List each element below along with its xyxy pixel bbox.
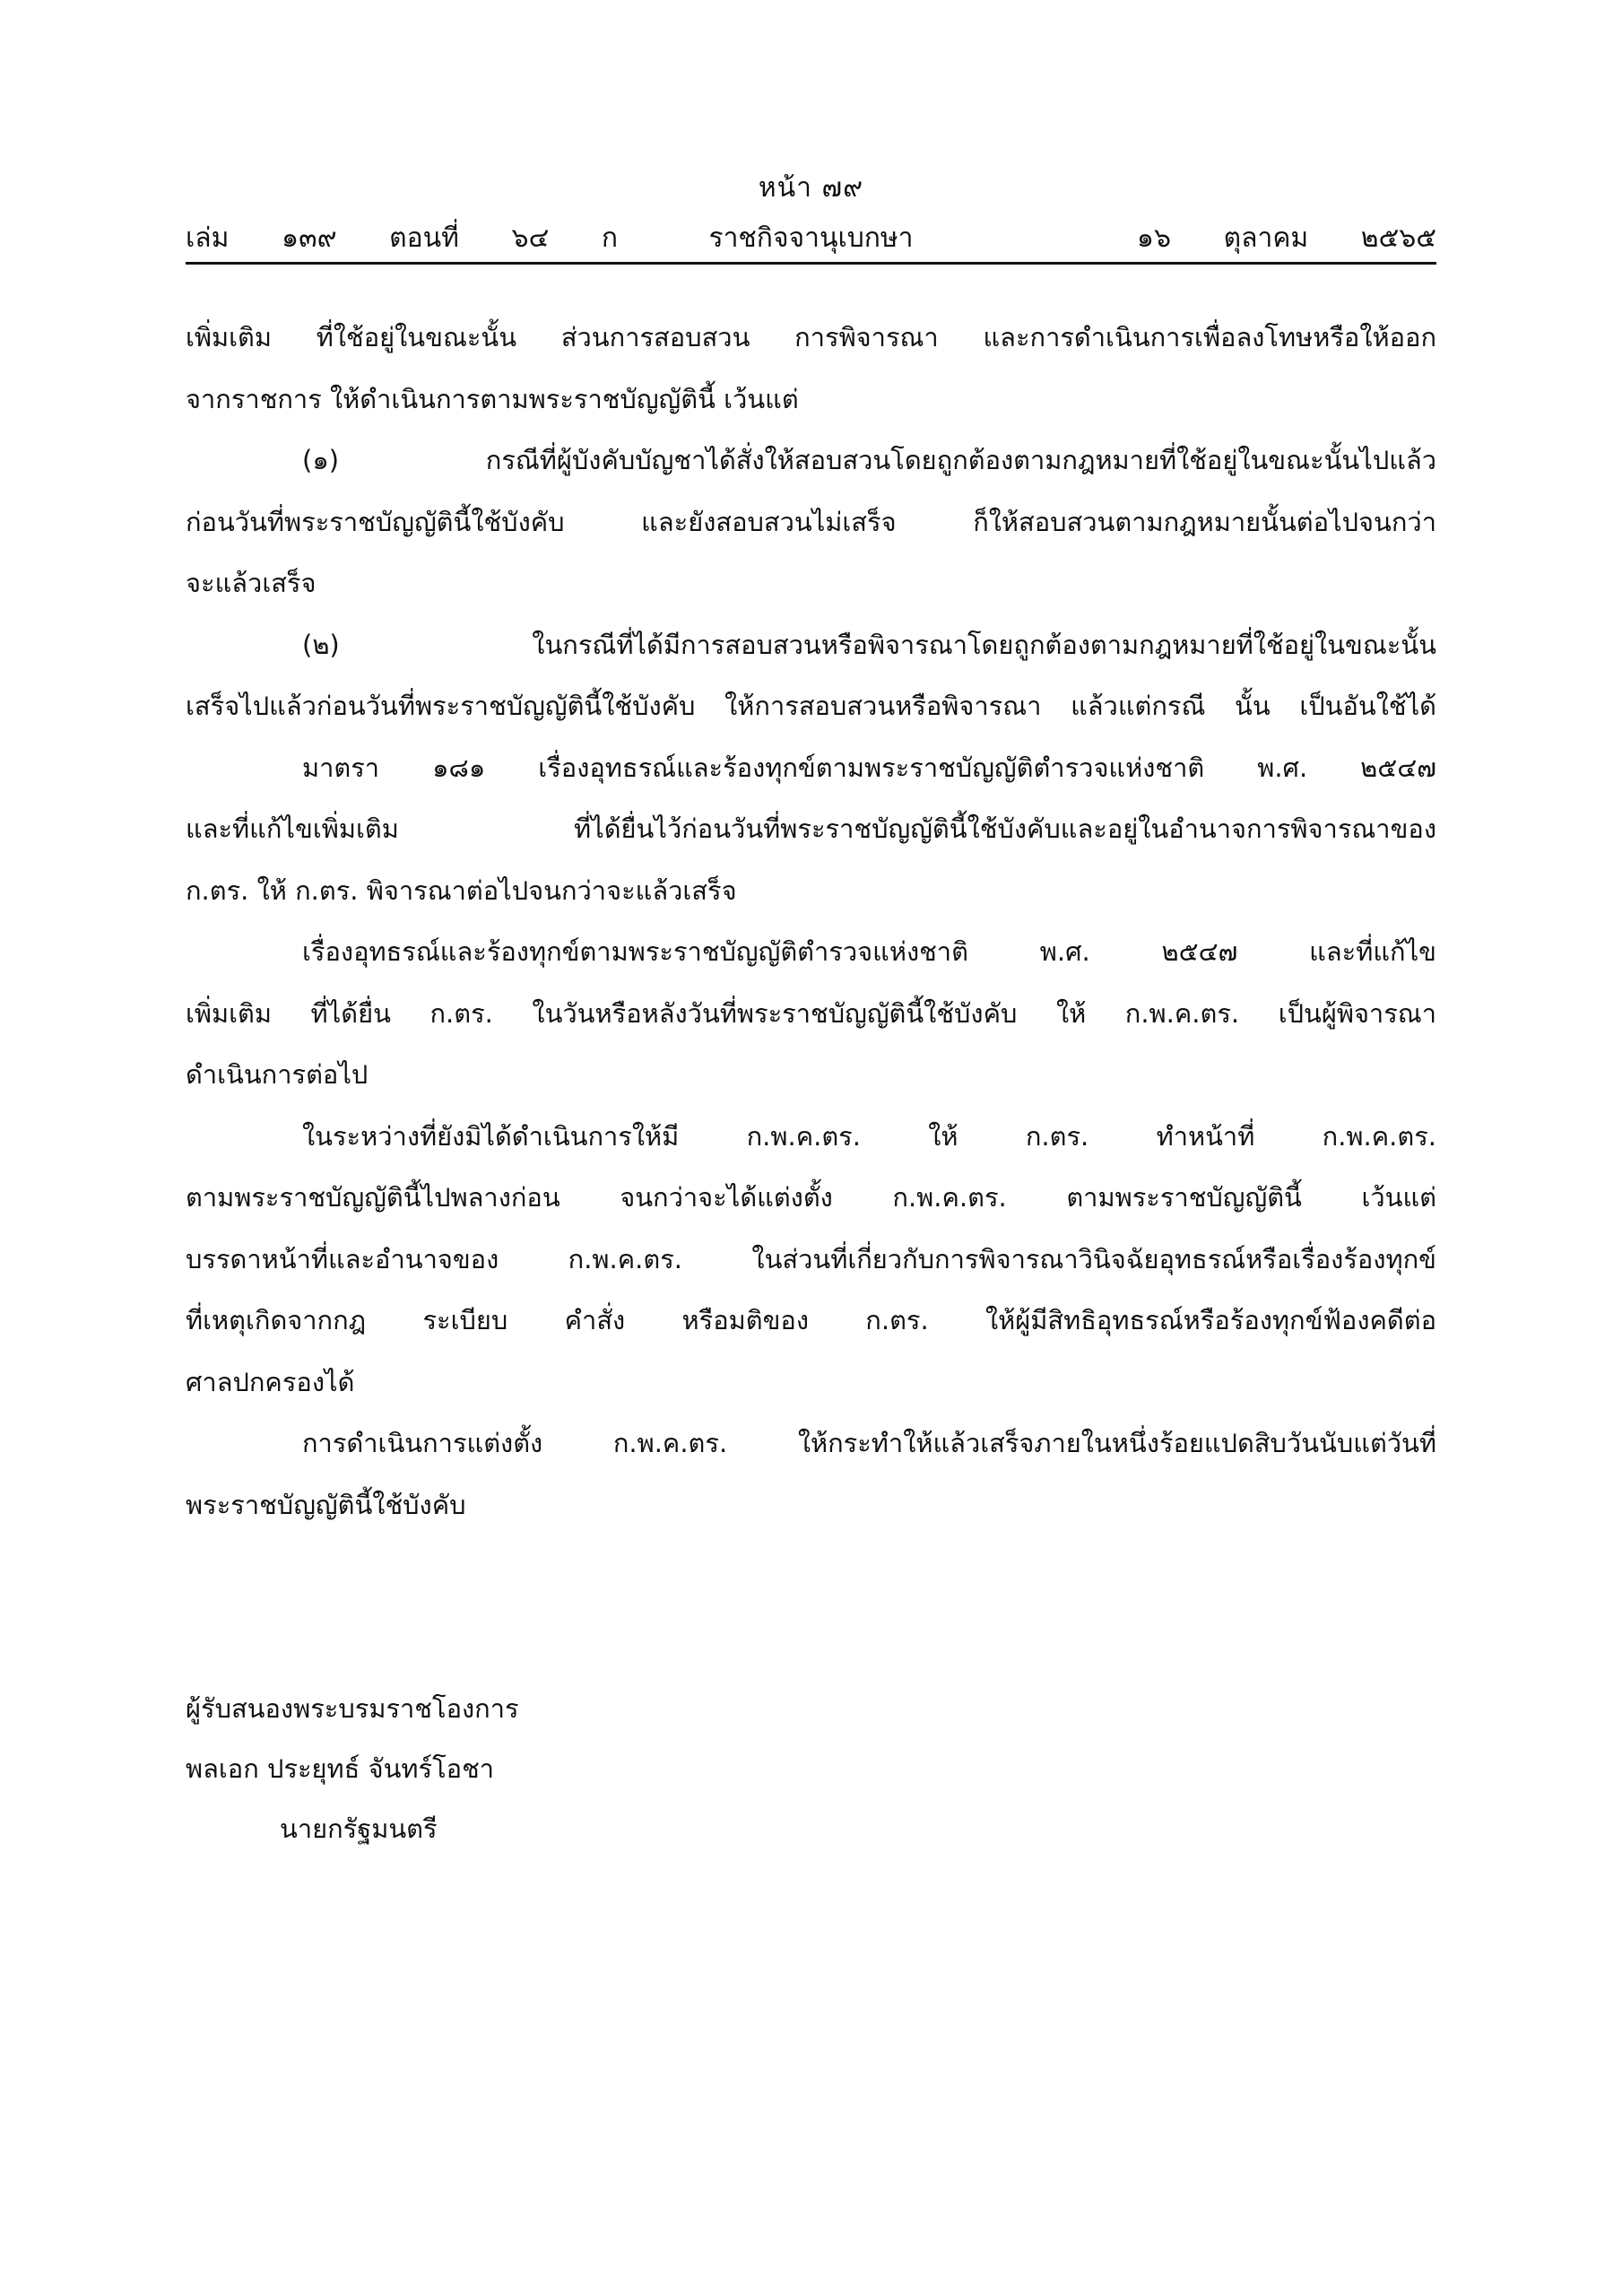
clause-1: (๑) กรณีที่ผู้บังคับบัญชาได้สั่งให้สอบสวนโดยถูกต้องตามกฎหมายที่ใช้อยู่ในขณะนั้นไปแล้ว bbox=[302, 445, 1436, 475]
text-line: เพิ่มเติม ที่ได้ยื่น ก.ตร. ในวันหรือหลังวันที่พระราชบัญญัตินี้ใช้บังคับ ให้ ก.พ.ค.ตร. เป็นผู้พิจารณา bbox=[186, 997, 1436, 1029]
volume-issue: เล่ม ๑๓๙ ตอนที่ ๖๔ ก bbox=[186, 222, 619, 254]
clause-2: (๒) ในกรณีที่ได้มีการสอบสวนหรือพิจารณาโดยถูกต้องตามกฎหมายที่ใช้อยู่ในขณะนั้น bbox=[302, 629, 1436, 660]
publication-title: ราชกิจจานุเบกษา bbox=[708, 222, 914, 254]
text-line: จากราชการ ให้ดำเนินการตามพระราชบัญญัตินี้ เว้นแต่ bbox=[186, 383, 799, 414]
page-number: หน้า ๗๙ bbox=[758, 172, 864, 204]
paragraph-appointment: การดำเนินการแต่งตั้ง ก.พ.ค.ตร. ให้กระทำให้แล้วเสร็จภายในหนึ่งร้อยแปดสิบวันนับแต่วันที่ bbox=[302, 1428, 1436, 1458]
text-line: ดำเนินการต่อไป bbox=[186, 1059, 369, 1090]
text-line: พระราชบัญญัตินี้ใช้บังคับ bbox=[186, 1489, 466, 1520]
paragraph-interim: ในระหว่างที่ยังมิได้ดำเนินการให้มี ก.พ.ค.ตร. ให้ ก.ตร. ทำหน้าที่ ก.พ.ค.ตร. bbox=[302, 1120, 1436, 1152]
text-line: และที่แก้ไขเพิ่มเติม ที่ได้ยื่นไว้ก่อนวันที่พระราชบัญญัตินี้ใช้บังคับและอยู่ในอำนาจการพิจารณาของ bbox=[186, 813, 1436, 844]
publication-date: ๑๖ ตุลาคม ๒๕๖๕ bbox=[1136, 222, 1436, 254]
text-line: ก่อนวันที่พระราชบัญญัตินี้ใช้บังคับ และยังสอบสวนไม่เสร็จ ก็ให้สอบสวนตามกฎหมายนั้นต่อไปจนกว่า bbox=[186, 506, 1436, 537]
text-line: จะแล้วเสร็จ bbox=[186, 568, 317, 598]
signatory-title: นายกรัฐมนตรี bbox=[280, 1813, 438, 1844]
countersign-label: ผู้รับสนองพระบรมราชโองการ bbox=[186, 1693, 519, 1724]
section-181: มาตรา ๑๘๑ เรื่องอุทธรณ์และร้องทุกข์ตามพระราชบัญญัติตำรวจแห่งชาติ พ.ศ. ๒๕๔๗ bbox=[302, 752, 1436, 783]
text-line: เพิ่มเติม ที่ใช้อยู่ในขณะนั้น ส่วนการสอบสวน การพิจารณา และการดำเนินการเพื่อลงโทษหรือให้ออก bbox=[186, 322, 1436, 352]
header-divider bbox=[186, 262, 1436, 265]
text-line: เสร็จไปแล้วก่อนวันที่พระราชบัญญัตินี้ใช้บังคับ ให้การสอบสวนหรือพิจารณา แล้วแต่กรณี นั้น เป็นอันใช้ได้ bbox=[186, 691, 1436, 721]
text-line: ก.ตร. ให้ ก.ตร. พิจารณาต่อไปจนกว่าจะแล้วเสร็จ bbox=[186, 874, 737, 906]
text-line: ตามพระราชบัญญัตินี้ไปพลางก่อน จนกว่าจะได้แต่งตั้ง ก.พ.ค.ตร. ตามพระราชบัญญัตินี้ เว้นแต่ bbox=[186, 1182, 1436, 1213]
signatory-name: พลเอก ประยุทธ์ จันทร์โอชา bbox=[186, 1753, 495, 1784]
paragraph-appeals: เรื่องอุทธรณ์และร้องทุกข์ตามพระราชบัญญัติตำรวจแห่งชาติ พ.ศ. ๒๕๔๗ และที่แก้ไข bbox=[302, 936, 1436, 967]
text-line: บรรดาหน้าที่และอำนาจของ ก.พ.ค.ตร. ในส่วนที่เกี่ยวกับการพิจารณาวินิจฉัยอุทธรณ์หรือเรื่องร้องทุกข์ bbox=[186, 1243, 1436, 1274]
text-line: ศาลปกครองได้ bbox=[186, 1366, 355, 1397]
gazette-header bbox=[186, 217, 1436, 257]
document-body bbox=[186, 310, 1436, 1539]
signature-block bbox=[186, 1682, 519, 1862]
text-line: ที่เหตุเกิดจากกฎ ระเบียบ คำสั่ง หรือมติของ ก.ตร. ให้ผู้มีสิทธิอุทธรณ์หรือร้องทุกข์ฟ้องคดีต่อ bbox=[186, 1305, 1436, 1335]
